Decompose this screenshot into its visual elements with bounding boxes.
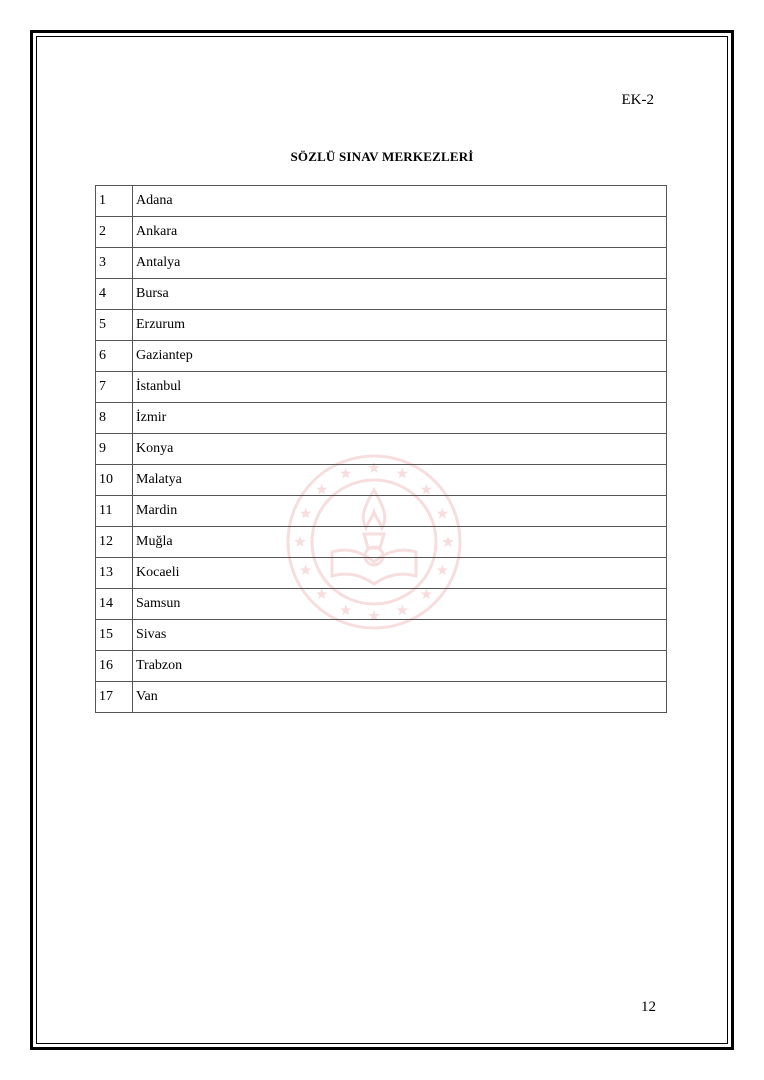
city-name: Sivas [133,620,667,651]
city-name: Ankara [133,217,667,248]
table-row [96,279,667,310]
table-row [96,248,667,279]
row-number: 17 [96,682,133,713]
city-name: Muğla [133,527,667,558]
row-number: 15 [96,620,133,651]
city-name: İzmir [133,403,667,434]
row-number: 1 [96,186,133,217]
city-name: Bursa [133,279,667,310]
table-row [96,186,667,217]
table-row [96,217,667,248]
row-number: 6 [96,341,133,372]
table-row [96,496,667,527]
city-name: İstanbul [133,372,667,403]
table-row [96,403,667,434]
table-row [96,434,667,465]
row-number: 11 [96,496,133,527]
row-number: 9 [96,434,133,465]
row-number: 10 [96,465,133,496]
city-name: Samsun [133,589,667,620]
row-number: 3 [96,248,133,279]
city-name: Gaziantep [133,341,667,372]
exam-centers-table-body [96,186,667,713]
row-number: 5 [96,310,133,341]
city-name: Kocaeli [133,558,667,589]
table-row [96,682,667,713]
city-name: Mardin [133,496,667,527]
row-number: 4 [96,279,133,310]
row-number: 12 [96,527,133,558]
row-number: 2 [96,217,133,248]
table-row [96,465,667,496]
city-name: Konya [133,434,667,465]
city-name: Erzurum [133,310,667,341]
exam-centers-table [95,185,667,713]
table-row [96,589,667,620]
table-row [96,372,667,403]
city-name: Adana [133,186,667,217]
table-row [96,558,667,589]
table-row [96,341,667,372]
city-name: Malatya [133,465,667,496]
table-row [96,310,667,341]
row-number: 7 [96,372,133,403]
row-number: 13 [96,558,133,589]
page-title: SÖZLÜ SINAV MERKEZLERİ [290,149,474,164]
city-name: Antalya [133,248,667,279]
city-name: Van [133,682,667,713]
table-row [96,527,667,558]
page-number: 12 [641,999,656,1015]
table-row [96,651,667,682]
annex-label: EK-2 [621,92,654,108]
row-number: 8 [96,403,133,434]
city-name: Trabzon [133,651,667,682]
table-row [96,620,667,651]
row-number: 14 [96,589,133,620]
row-number: 16 [96,651,133,682]
